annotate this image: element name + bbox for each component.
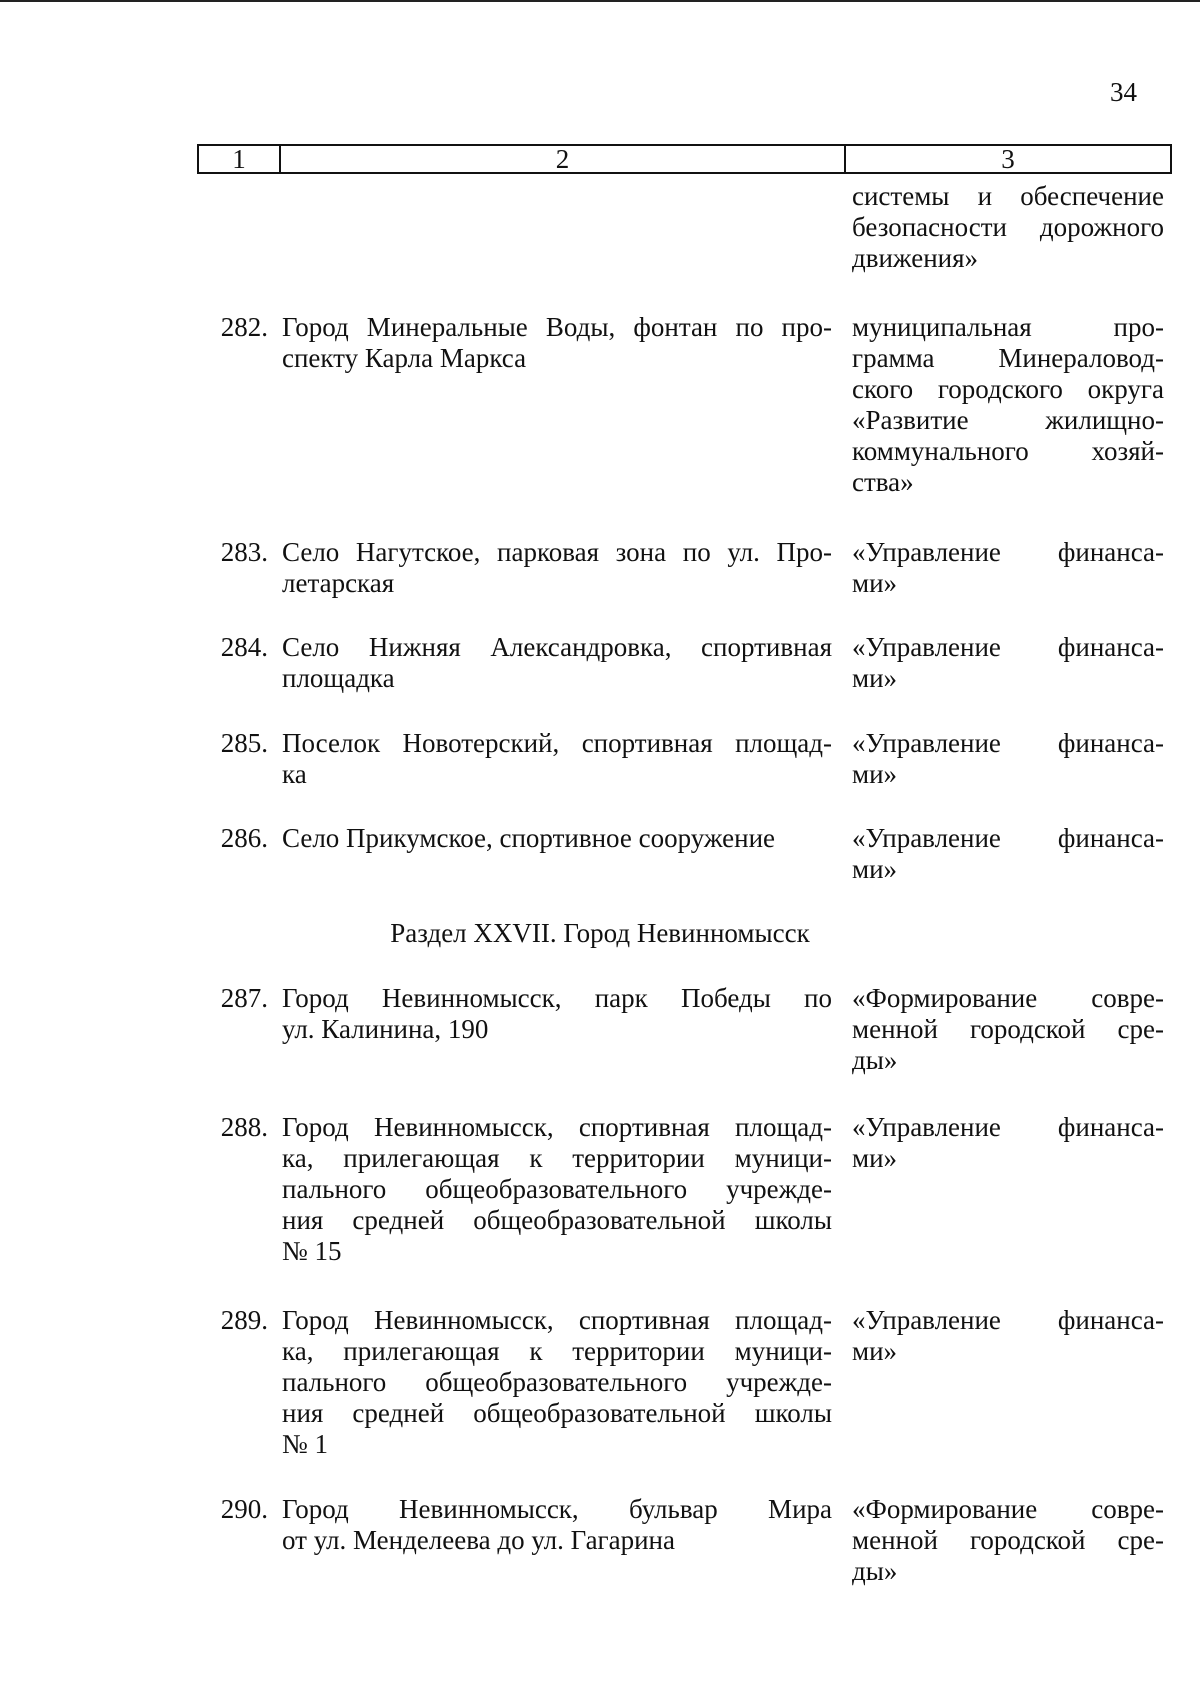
object-name-line: спекту Карла Маркса [282, 343, 527, 373]
object-name-line: ул. Калинина, 190 [282, 1014, 489, 1044]
table-header-col-1: 1 [199, 146, 281, 172]
program-line: «Управление финанса- [852, 1305, 1164, 1335]
object-name-cell [282, 1494, 832, 1556]
row-number: 288. [220, 1112, 268, 1142]
program-line: «Формирование совре- [852, 983, 1164, 1013]
row-number: 284. [220, 632, 268, 662]
program-cell [852, 181, 1164, 274]
object-name-cell [282, 823, 832, 854]
row-number: 282. [220, 312, 268, 342]
table-header [197, 144, 1172, 174]
program-line: ми» [852, 854, 898, 884]
program-line: безопасности дорожного [852, 212, 1164, 242]
object-name-line: Город Невинномысск, спортивная площад- [282, 1305, 832, 1335]
program-line: муниципальная про- [852, 312, 1164, 342]
section-title: Раздел XXVII. Город Невинномысск [390, 918, 810, 948]
object-name-line: ния средней общеобразовательной школы [282, 1205, 832, 1235]
object-name-line: № 15 [282, 1236, 342, 1266]
program-line: ства» [852, 467, 914, 497]
program-cell [852, 823, 1164, 885]
object-name-line: Село Нижняя Александровка, спортивная [282, 632, 832, 662]
program-cell [852, 1112, 1164, 1174]
program-line: менной городской сре- [852, 1014, 1164, 1044]
object-name-cell [282, 632, 832, 694]
row-number: 286. [220, 823, 268, 853]
object-name-line: Город Невинномысск, спортивная площад- [282, 1112, 832, 1142]
object-name-cell [282, 983, 832, 1045]
object-name-line: ка, прилегающая к территории муници- [282, 1143, 832, 1173]
object-name-line: Город Невинномысск, парк Победы по [282, 983, 832, 1013]
program-line: ми» [852, 759, 898, 789]
program-line: менной городской сре- [852, 1525, 1164, 1555]
program-cell [852, 632, 1164, 694]
program-line: движения» [852, 243, 979, 273]
object-name-line: от ул. Менделеева до ул. Гагарина [282, 1525, 675, 1555]
object-name-cell [282, 1305, 832, 1460]
program-line: системы и обеспечение [852, 181, 1164, 211]
object-name-line: Поселок Новотерский, спортивная площад- [282, 728, 832, 758]
program-line: ского городского округа [852, 374, 1164, 404]
page-number: 34 [1110, 77, 1137, 107]
program-line: «Развитие жилищно- [852, 405, 1164, 435]
program-cell [852, 312, 1164, 498]
object-name-line: площадка [282, 663, 395, 693]
row-number: 283. [220, 537, 268, 567]
program-line: «Управление финанса- [852, 632, 1164, 662]
table-header-col-3: 3 [1001, 144, 1015, 174]
row-number: 289. [220, 1305, 268, 1335]
program-line: «Управление финанса- [852, 1112, 1164, 1142]
program-cell [852, 1305, 1164, 1367]
program-cell [852, 1494, 1164, 1587]
program-cell [852, 728, 1164, 790]
program-line: ми» [852, 663, 898, 693]
program-line: ми» [852, 1336, 898, 1366]
program-line: «Управление финанса- [852, 537, 1164, 567]
object-name-cell [282, 312, 832, 374]
program-cell [852, 983, 1164, 1076]
program-line: грамма Минераловод- [852, 343, 1164, 373]
object-name-line: Село Прикумское, спортивное сооружение [282, 823, 776, 853]
object-name-line: летарская [282, 568, 395, 598]
object-name-cell [282, 728, 832, 790]
object-name-line: Село Нагутское, парковая зона по ул. Про- [282, 537, 832, 567]
program-line: «Формирование совре- [852, 1494, 1164, 1524]
row-number: 290. [220, 1494, 268, 1524]
object-name-line: № 1 [282, 1429, 329, 1459]
object-name-cell [282, 537, 832, 599]
program-line: ми» [852, 1143, 898, 1173]
object-name-line: пального общеобразовательного учрежде- [282, 1367, 832, 1397]
program-cell [852, 537, 1164, 599]
object-name-line: ка, прилегающая к территории муници- [282, 1336, 832, 1366]
object-name-line: пального общеобразовательного учрежде- [282, 1174, 832, 1204]
object-name-line: Город Минеральные Воды, фонтан по про- [282, 312, 832, 342]
row-number: 285. [220, 728, 268, 758]
table-header-col-2: 2 [281, 146, 846, 172]
program-line: «Управление финанса- [852, 728, 1164, 758]
row-number: 287. [220, 983, 268, 1013]
program-line: ми» [852, 568, 898, 598]
object-name-line: ка [282, 759, 307, 789]
program-line: «Управление финанса- [852, 823, 1164, 853]
program-line: коммунального хозяй- [852, 436, 1164, 466]
program-line: ды» [852, 1045, 898, 1075]
object-name-line: Город Невинномысск, бульвар Мира [282, 1494, 832, 1524]
object-name-cell [282, 1112, 832, 1267]
program-line: ды» [852, 1556, 898, 1586]
object-name-line: ния средней общеобразовательной школы [282, 1398, 832, 1428]
top-rule [0, 0, 1200, 2]
